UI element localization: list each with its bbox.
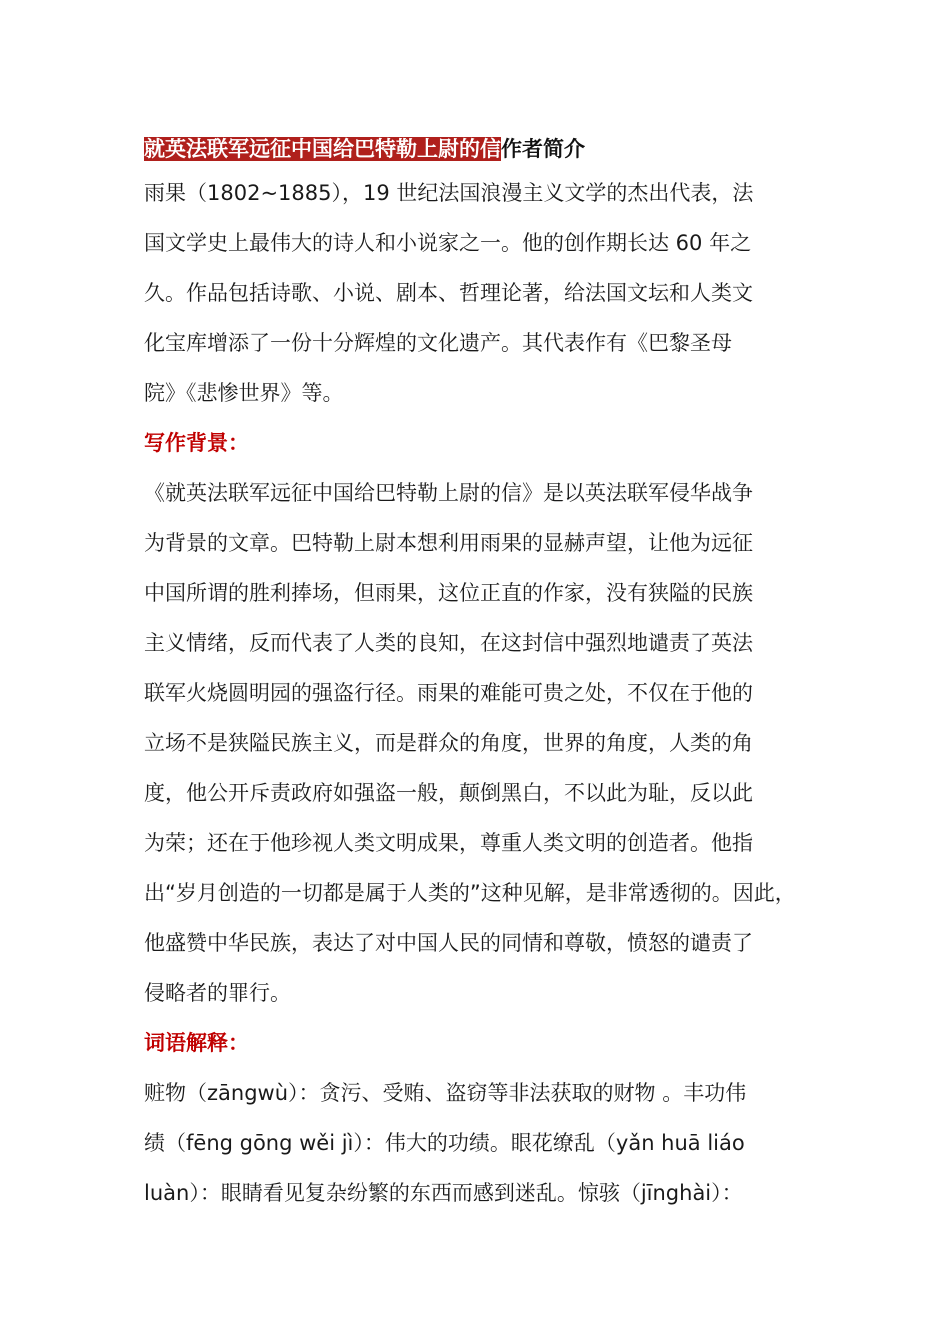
paragraph-line: 赃物（zāngwù）：贪污、受贿、盗窃等非法获取的财物 。丰功伟 — [144, 1081, 747, 1105]
paragraph-line: 立场不是狭隘民族主义，而是群众的角度，世界的角度，人类的角 — [144, 731, 753, 755]
paragraph-line: 中国所谓的胜利捧场，但雨果，这位正直的作家，没有狭隘的民族 — [144, 581, 753, 605]
paragraph-line: 国文学史上最伟大的诗人和小说家之一。他的创作期长达 60 年之 — [144, 231, 752, 255]
paragraph-line: 联军火烧圆明园的强盗行径。雨果的难能可贵之处，不仅在于他的 — [144, 681, 753, 705]
paragraph-line: 院》《悲惨世界》等。 — [144, 381, 344, 405]
paragraph-line: 雨果（1802~1885），19 世纪法国浪漫主义文学的杰出代表，法 — [144, 181, 754, 205]
author-intro-paragraph — [144, 168, 834, 418]
paragraph-line: 化宝库增添了一份十分辉煌的文化遗产。其代表作有《巴黎圣母 — [144, 331, 732, 355]
paragraph-line: 为荣；还在于他珍视人类文明成果，尊重人类文明的创造者。他指 — [144, 831, 753, 855]
title-rest: 作者简介 — [501, 137, 585, 161]
paragraph-line: 度，他公开斥责政府如强盗一般，颠倒黑白，不以此为耻，反以此 — [144, 781, 753, 805]
paragraph-line: 久。作品包括诗歌、小说、剧本、哲理论著，给法国文坛和人类文 — [144, 281, 753, 305]
paragraph-line: 绩（fēng gōng wěi jì）：伟大的功绩。眼花缭乱（yǎn huā liáo — [144, 1131, 745, 1155]
paragraph-line: 他盛赞中华民族，表达了对中国人民的同情和尊敬，愤怒的谴责了 — [144, 931, 753, 955]
document-content — [144, 130, 834, 1218]
paragraph-line: 主义情绪，反而代表了人类的良知，在这封信中强烈地谴责了英法 — [144, 631, 753, 655]
title-highlight: 就英法联军远征中国给巴特勒上尉的信 — [144, 137, 501, 161]
paragraph-line: 为背景的文章。巴特勒上尉本想利用雨果的显赫声望，让他为远征 — [144, 531, 753, 555]
paragraph-line: 侵略者的罪行。 — [144, 981, 291, 1005]
document-title — [144, 130, 834, 168]
paragraph-line: 出“岁月创造的一切都是属于人类的”这种见解，是非常透彻的。因此， — [144, 881, 796, 905]
paragraph-line: 《就英法联军远征中国给巴特勒上尉的信》是以英法联军侵华战争 — [144, 481, 753, 505]
background-heading: 写作背景： — [144, 431, 249, 455]
vocabulary-heading: 词语解释： — [144, 1031, 249, 1055]
vocabulary-paragraph — [144, 1068, 834, 1218]
background-paragraph — [144, 468, 834, 1018]
paragraph-line: luàn）：眼睛看见复杂纷繁的东西而感到迷乱。惊骇（jīnghài）： — [144, 1181, 743, 1205]
